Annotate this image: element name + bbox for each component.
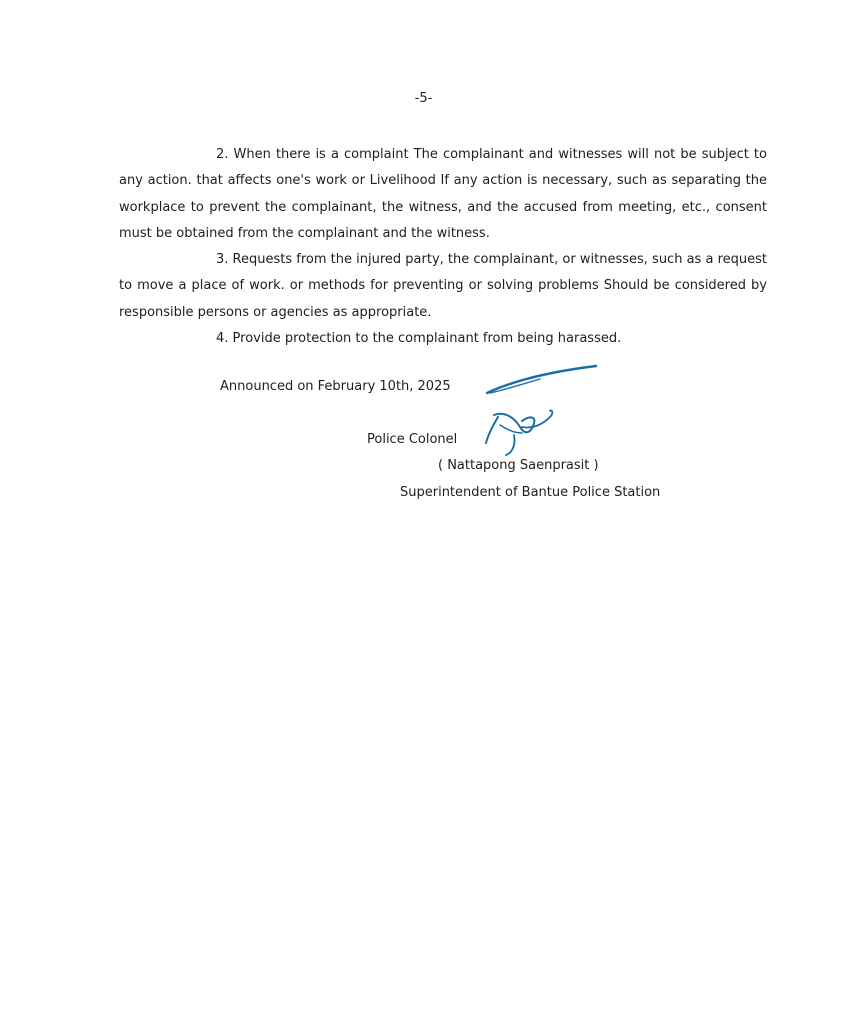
- handwritten-signature-icon: [470, 355, 610, 465]
- paragraph-4: 4. Provide protection to the complainant from being harassed.: [216, 331, 622, 347]
- page-number: -5-: [414, 91, 433, 106]
- document-body: [119, 142, 767, 352]
- paragraph-2: 2. When there is a complaint The complainant and witnesses will not be subject to any action. that affects one's work or Livelihood If any action is necessary, such as separating the workplace to prevent the complainant, the witness, and the accused from meeting, etc., consent must be obtained from the complainant and the witness.: [119, 147, 767, 241]
- signatory-position: Superintendent of Bantue Police Station: [400, 485, 661, 500]
- signatory-rank: Police Colonel: [367, 432, 458, 447]
- announcement-date: Announced on February 10th, 2025: [220, 379, 451, 394]
- signatory-name: ( Nattapong Saenprasit ): [438, 458, 599, 473]
- paragraph-3: 3. Requests from the injured party, the complainant, or witnesses, such as a request to move a place of work. or methods for preventing or solving problems Should be considered by responsible persons or agencies as appropriate.: [119, 252, 767, 320]
